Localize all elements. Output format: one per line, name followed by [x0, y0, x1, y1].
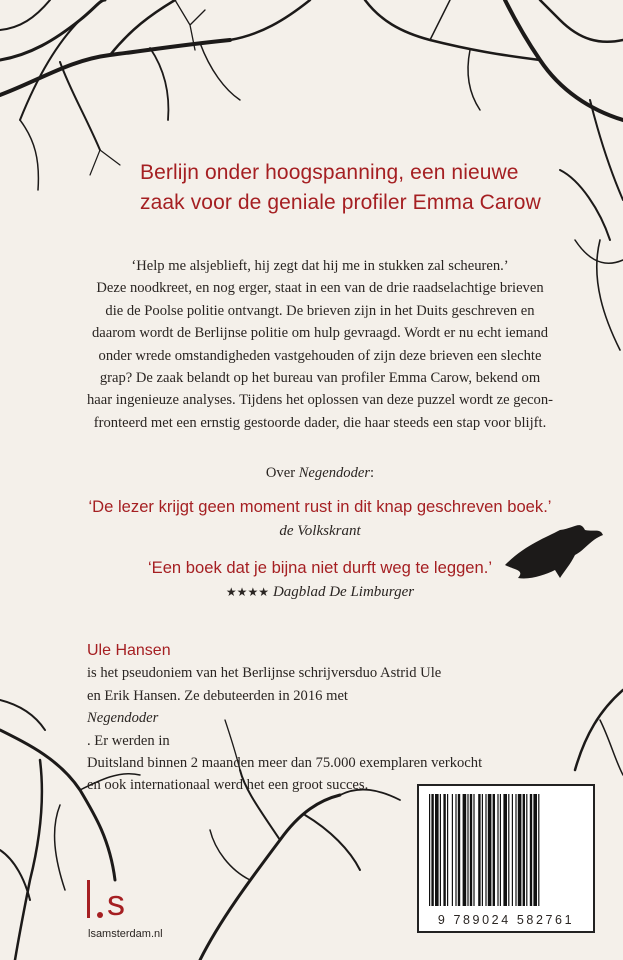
barcode-bar — [435, 794, 439, 906]
author-bio — [87, 640, 567, 797]
barcode-bar — [523, 794, 525, 906]
barcode-bar — [452, 794, 453, 906]
quote-text: ‘Een boek dat je bijna niet durft weg te leggen.’ — [147, 558, 493, 577]
barcode-bar — [488, 794, 492, 906]
blurb-line: haar ingenieuze analyses. Tijdens het oplossen van deze puzzel wordt ze gecon- — [86, 392, 554, 409]
barcode-bar — [503, 794, 507, 906]
book-title: Negendoder — [87, 710, 159, 727]
headline-line: Berlijn onder hoogspanning, een nieuwe — [140, 161, 519, 184]
barcode-bar — [473, 794, 474, 906]
barcode-bar — [533, 794, 537, 906]
reviews-heading: Over Negendoder: — [265, 465, 375, 481]
barcode-bar — [482, 794, 483, 906]
barcode-bar — [478, 794, 480, 906]
barcode-bar — [538, 794, 539, 906]
author-line: en ook internationaal werd het een groot succes. — [87, 777, 369, 794]
blurb-line: onder wrede omstandigheden vastgehouden of zijn deze brieven een slechte — [98, 347, 542, 364]
blurb-line: fronteerd met een ernstig gestoorde dader, die haar steeds een stap voor blijft. — [93, 414, 547, 431]
publisher-logo — [87, 880, 157, 930]
barcode-bar — [518, 794, 522, 906]
barcode-bar — [431, 794, 433, 906]
barcode-bar — [443, 794, 445, 906]
headline — [140, 158, 540, 218]
author-line: en Erik Hansen. Ze debuteerden in 2016 met Negendoder . Er werden in — [87, 687, 348, 749]
review-quote — [60, 496, 580, 542]
barcode-bar — [530, 794, 532, 906]
review-quote — [60, 557, 580, 603]
barcode-bar — [440, 794, 441, 906]
rating-stars: ★★★★ — [225, 585, 269, 599]
barcode-bar — [455, 794, 456, 906]
quote-source: ★★★★ Dagblad De Limburger — [225, 584, 415, 600]
quote-text: ‘De lezer krijgt geen moment rust in dit knap geschreven boek.’ — [88, 497, 552, 516]
author-line: Duitsland binnen 2 maanden meer dan 75.000 exemplaren verkocht — [87, 755, 483, 772]
barcode-bar — [526, 794, 527, 906]
quote-source: de Volkskrant — [279, 523, 361, 539]
barcode-bar — [493, 794, 495, 906]
barcode-bar — [508, 794, 509, 906]
logo-letter: s — [107, 882, 125, 923]
logo-bar — [87, 880, 90, 918]
blurb-line: daarom wordt de Berlijnse politie om hulp gevraagd. Wordt er nu echt iemand — [91, 325, 549, 342]
blurb-line: ‘Help me alsjeblieft, hij zegt dat hij me in stukken zal scheuren.’ — [131, 258, 509, 274]
barcode-bar — [463, 794, 467, 906]
barcode-bar — [429, 794, 430, 906]
barcode-bar — [497, 794, 498, 906]
barcode-bar — [467, 794, 468, 906]
blurb-line: die de Poolse politie ontvangt. De brieven zijn in het Duits geschreven en — [105, 302, 535, 319]
book-title: Negendoder — [298, 465, 371, 481]
barcode-bar — [512, 794, 513, 906]
logo-dot — [97, 912, 103, 918]
author-name: Ule Hansen — [87, 642, 171, 659]
barcode-bar — [500, 794, 501, 906]
blurb-line: grap? De zaak belandt op het bureau van profiler Emma Carow, bekend om — [99, 370, 541, 387]
barcode-bars — [427, 794, 585, 906]
author-line: Ule Hansen is het pseudoniem van het Berlijnse schrijversduo Astrid Ule — [87, 640, 567, 685]
blurb-text — [60, 255, 580, 434]
barcode-bar — [485, 794, 486, 906]
barcode-bar — [458, 794, 460, 906]
barcode-bar — [447, 794, 448, 906]
blurb-line: Deze noodkreet, en nog erger, staat in een van de drie raadselachtige brieven — [96, 280, 544, 297]
barcode-bar — [470, 794, 472, 906]
publisher-url: lsamsterdam.nl — [88, 928, 163, 940]
isbn-number: 9 789024 582761 — [437, 913, 575, 927]
headline-line: zaak voor de geniale profiler Emma Carow — [140, 191, 541, 214]
barcode-bar — [515, 794, 516, 906]
isbn-barcode — [417, 784, 595, 933]
